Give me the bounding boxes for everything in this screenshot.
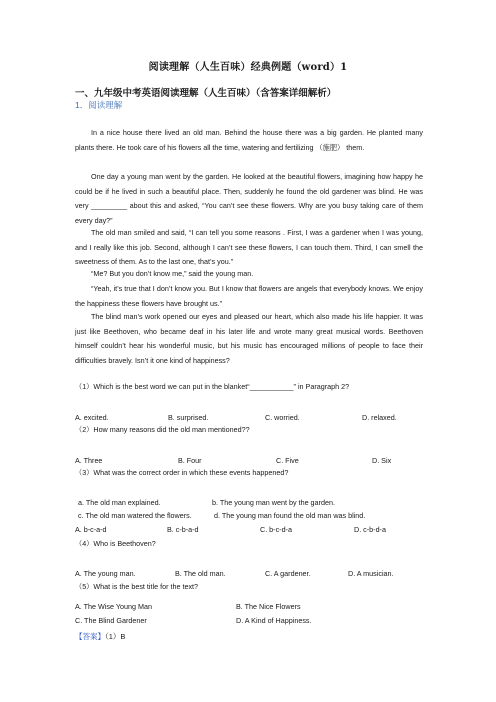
q3-event-c: c. The old man watered the flowers.: [78, 511, 192, 520]
document-title: 阅读理解（人生百味）经典例题（word）1: [148, 62, 348, 73]
question-1: （1）Which is the best word we can put in the blanket“___________” in Paragraph 2?: [75, 382, 350, 391]
answer-text: （1）B: [105, 632, 126, 641]
q2-option-c: C. Five: [276, 456, 299, 465]
paragraph-4: “Me? But you don’t know me,” said the young man.: [91, 269, 254, 278]
paragraph-6: The blind man’s work opened our eyes and pleased our heart, which also made his life happier. It was just like Beethoven, who became deaf in his later life and wrote many great musical words. Beethoven himself couldn’t hear his wonderful music, but his music has encouraged millions of people to face their difficulties bravely. Isn’t it one kind of happiness?: [75, 312, 423, 365]
answer-label: 【答案】: [75, 632, 105, 641]
q4-option-d: D. A musician.: [348, 569, 394, 578]
section-heading: 一、九年级中考英语阅读理解（人生百味）（含答案详细解析）: [75, 88, 337, 99]
q3-event-a: a. The old man explained.: [78, 498, 161, 507]
q3-event-d: d. The young man found the old man was blind.: [214, 511, 366, 520]
paragraph-2: One day a young man went by the garden. He looked at the beautiful flowers, imagining how happy he could be if he lived in such a beautiful place. Then, suddenly he found the old gardener was blind. He was very _________ about this and asked, “You can’t see these flowers. Why are you busy taking care of them every day?”: [75, 172, 423, 225]
q5-option-b: B. The Nice Flowers: [236, 602, 301, 611]
q5-option-d: D. A Kind of Happiness.: [236, 616, 312, 625]
q1-option-b: B. surprised.: [168, 413, 209, 422]
q3-option-b: B. c-b-a-d: [167, 525, 199, 534]
q5-option-a: A. The Wise Young Man: [75, 602, 152, 611]
answer-line: [75, 631, 125, 642]
q5-option-c: C. The Blind Gardener: [75, 616, 147, 625]
paragraph-1: In a nice house there lived an old man. Behind the house there was a big garden. He planted many plants there. He took care of his flowers all the time, watering and fertilizing （施肥） them.: [75, 128, 423, 152]
q3-event-b: b. The young man went by the garden.: [212, 498, 335, 507]
q3-option-d: D. c-b-d-a: [354, 525, 386, 534]
q4-option-a: A. The young man.: [75, 569, 136, 578]
q3-option-a: A. b-c-a-d: [75, 525, 107, 534]
question-3: （3）What was the correct order in which these events happened?: [75, 468, 289, 477]
q2-option-b: B. Four: [178, 456, 202, 465]
q4-option-b: B. The old man.: [175, 569, 226, 578]
question-5: （5）What is the best title for the text?: [75, 582, 199, 591]
question-2: （2）How many reasons did the old man mentioned??: [75, 425, 250, 434]
paragraph-5: “Yeah, it’s true that I don’t know you. But I know that flowers are angels that everybody knows. We enjoy the happiness these flowers have brought us.”: [75, 284, 423, 308]
q2-option-a: A. Three: [75, 456, 103, 465]
paragraph-3: The old man smiled and said, “I can tell you some reasons . First, I was a gardener when I was young, and I really like this job. Second, although I can’t see these flowers, I can touch them. Third, I can smell the sweetness of them. As to the last one, that’s you.”: [75, 228, 423, 267]
q1-option-c: C. worried.: [265, 413, 300, 422]
q2-option-d: D. Six: [372, 456, 392, 465]
question-4: （4）Who is Beethoven?: [75, 539, 156, 548]
subsection-heading: 1．阅读理解: [75, 100, 123, 110]
q3-option-c: C. b-c-d-a: [260, 525, 292, 534]
q4-option-c: C. A gardener.: [265, 569, 311, 578]
q1-option-a: A. excited.: [75, 413, 109, 422]
q1-option-d: D. relaxed.: [362, 413, 397, 422]
